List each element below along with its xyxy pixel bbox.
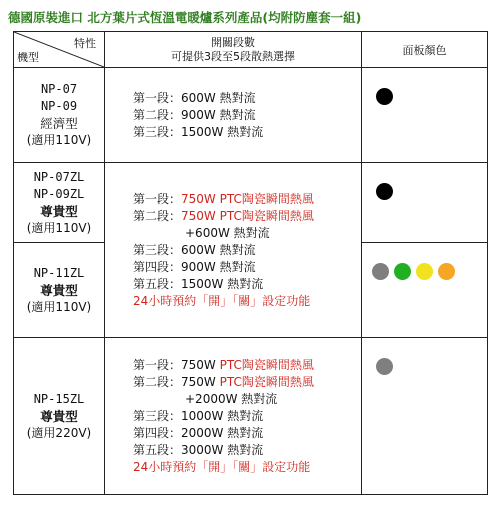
color-dot: [376, 88, 393, 105]
model-name: NP-09: [40, 99, 78, 113]
color-swatches: [362, 74, 487, 105]
color-cell: [362, 163, 488, 243]
header-levels: [105, 32, 362, 68]
table-row: [14, 163, 488, 243]
level-line-feature: 24小時預約「開」「關」設定功能: [133, 293, 311, 308]
model-tier: 經濟型: [40, 116, 78, 131]
page-title: 德國原裝進口 北方葉片式恆溫電暖爐系列產品(均附防塵套一組): [8, 10, 362, 25]
level-line: 第一段：600W 熱對流: [133, 90, 256, 105]
header-model: 機型: [17, 51, 39, 64]
model-tier: 尊貴型: [40, 282, 78, 298]
model-voltage: (適用110V): [26, 299, 92, 314]
level-line: +600W 熱對流: [185, 225, 270, 240]
level-line: 第一段：750W PTC陶瓷瞬間熱風: [133, 191, 314, 206]
color-dot: [376, 183, 393, 200]
level-line: 第一段：750W PTC陶瓷瞬間熱風: [133, 357, 314, 372]
color-dot-orange: [438, 263, 455, 280]
model-voltage: (適用220V): [26, 425, 92, 440]
level-line: 第四段：900W 熱對流: [133, 259, 256, 274]
level-line: 第三段：1500W 熱對流: [133, 124, 264, 139]
color-swatches: [362, 249, 487, 280]
header-corner-cell: [14, 32, 105, 68]
level-line: 第二段：750W PTC陶瓷瞬間熱風: [133, 208, 314, 223]
model-voltage: (適用110V): [26, 133, 92, 147]
color-dot-yellow: [416, 263, 433, 280]
model-cell: [14, 243, 105, 338]
color-cell: [362, 243, 488, 338]
level-line: 第三段：1000W 熱對流: [133, 408, 264, 423]
model-name: NP-09ZL: [33, 186, 85, 201]
model-name: NP-07ZL: [33, 169, 85, 184]
header-panel-color: 面板顏色: [362, 32, 488, 68]
color-cell: [362, 68, 488, 163]
color-swatches: [362, 344, 487, 375]
model-tier: 尊貴型: [40, 203, 78, 219]
levels-cell: [105, 68, 362, 163]
color-dot-gray: [376, 358, 393, 375]
level-line: 第二段：900W 熱對流: [133, 107, 256, 122]
color-dot-green: [394, 263, 411, 280]
model-name: NP-11ZL: [33, 265, 85, 280]
color-swatches: [362, 169, 487, 200]
level-line: 第四段：2000W 熱對流: [133, 425, 264, 440]
levels-cell: [105, 338, 362, 495]
level-line: 第二段：750W PTC陶瓷瞬間熱風: [133, 374, 314, 389]
level-line-feature: 24小時預約「開」「關」設定功能: [133, 459, 311, 474]
model-name: NP-15ZL: [33, 391, 85, 406]
model-cell: [14, 68, 105, 163]
header-row: [14, 32, 488, 68]
model-cell: [14, 163, 105, 243]
model-voltage: (適用110V): [26, 220, 92, 235]
table-row: [14, 338, 488, 495]
table-row: [14, 68, 488, 163]
level-line: 第五段：3000W 熱對流: [133, 442, 264, 457]
model-cell: [14, 338, 105, 495]
level-line: 第三段：600W 熱對流: [133, 242, 256, 257]
model-tier: 尊貴型: [40, 408, 78, 424]
header-feature: 特性: [74, 37, 96, 50]
model-name: NP-07: [40, 82, 78, 96]
level-line: 第五段：1500W 熱對流: [133, 276, 264, 291]
header-levels-line1: 開關段數: [211, 35, 255, 49]
color-dot-gray: [372, 263, 389, 280]
color-cell: [362, 338, 488, 495]
levels-cell-shared: [105, 163, 362, 338]
spec-table: [13, 31, 488, 495]
level-line: +2000W 熱對流: [185, 391, 278, 406]
header-levels-line2: 可提供3段至5段散熱選擇: [171, 49, 295, 63]
